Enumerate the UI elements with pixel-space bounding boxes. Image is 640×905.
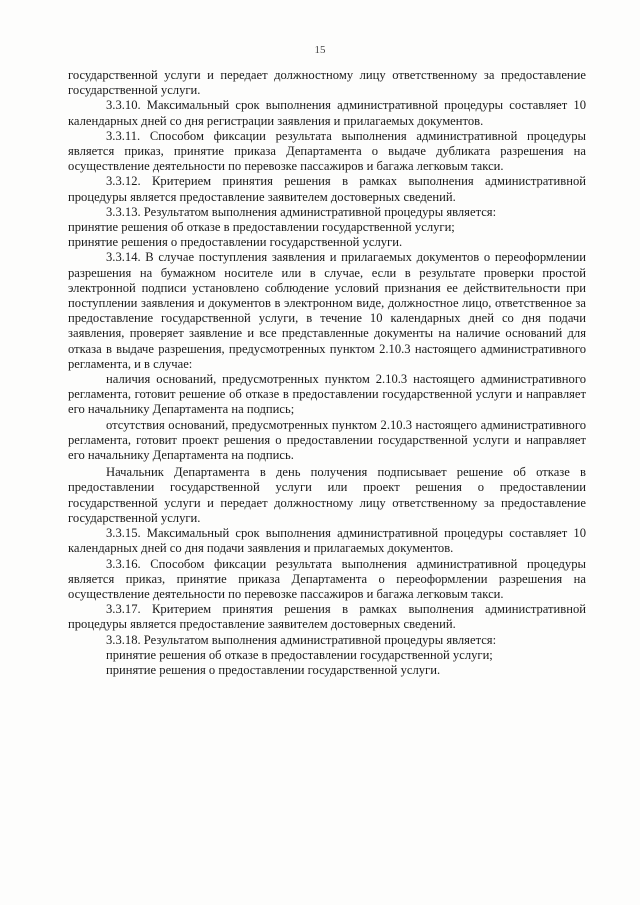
paragraph-3-3-11: 3.3.11. Способом фиксации результата выполнения административной процедуры является приказ, принятие приказа Департамента о выдаче дубликата разрешения на осуществление деятельности по перевозке пассажиров и багажа легковым такси.: [68, 128, 586, 174]
paragraph-3-3-12: 3.3.12. Критерием принятия решения в рамках выполнения административной процедуры является предоставление заявителем достоверных сведений.: [68, 174, 586, 204]
list-item: принятие решения об отказе в предоставлении государственной услуги;: [106, 647, 493, 662]
page-number: 15: [314, 44, 326, 56]
paragraph: Начальник Департамента в день получения подписывает решение об отказе в предоставлении государственной услуги или проект решения о предоставлении государственной услуги и передает должностному лицу ответственному за предоставление государственной услуги.: [68, 465, 586, 525]
paragraph-3-3-13: 3.3.13. Результатом выполнения административной процедуры является:: [106, 204, 497, 219]
paragraph-3-3-15: 3.3.15. Максимальный срок выполнения административной процедуры составляет 10 календарных дней со дня подачи заявления и прилагаемых документов.: [68, 526, 586, 556]
paragraph-3-3-16: 3.3.16. Способом фиксации результата выполнения административной процедуры является приказ, принятие приказа Департамента о переоформлении разрешения на осуществление деятельности по перевозке пассажиров и багажа легковым такси.: [68, 556, 586, 601]
list-item: принятие решения о предоставлении государственной услуги.: [106, 662, 441, 677]
paragraph-3-3-10: 3.3.10. Максимальный срок выполнения административной процедуры составляет 10 календарных дней со дня регистрации заявления и прилагаемых документов.: [68, 98, 586, 128]
list-item: отсутствия оснований, предусмотренных пунктом 2.10.3 настоящего административного регламента, готовит проект решения о предоставлении государственной услуги и направляет его начальнику Департамента на подпись.: [68, 417, 586, 463]
document-body: [68, 68, 586, 678]
paragraph-3-3-14: 3.3.14. В случае поступления заявления и прилагаемых документов о переоформлении разрешения на бумажном носителе или в случае, если в результате проверки простой электронной подписи установлено соблюдение условий признания ее действительности при поступлении заявления и документов в электронном виде, должностное лицо, ответственное за предоставление государственной услуги, в течение 10 календарных дней со дня подачи заявления, проверяет заявление и все представленные документы на наличие оснований для отказа в выдаче разрешения, предусмотренных пунктом 2.10.3 настоящего административного регламента, и в случае:: [68, 250, 586, 371]
paragraph-3-3-17: 3.3.17. Критерием принятия решения в рамках выполнения административной процедуры является предоставление заявителем достоверных сведений.: [68, 602, 586, 632]
paragraph: государственной услуги и передает должностному лицу ответственному за предоставление государственной услуги.: [68, 68, 586, 98]
list-item: принятие решения об отказе в предоставлении государственной услуги;: [68, 220, 455, 235]
paragraph-3-3-18: 3.3.18. Результатом выполнения административной процедуры является:: [106, 632, 497, 647]
list-item: наличия оснований, предусмотренных пунктом 2.10.3 настоящего административного регламента, готовит решение об отказе в предоставлении государственной услуги и направляет его начальнику Департамента на подпись;: [68, 372, 586, 417]
list-item: принятие решения о предоставлении государственной услуги.: [68, 235, 403, 250]
